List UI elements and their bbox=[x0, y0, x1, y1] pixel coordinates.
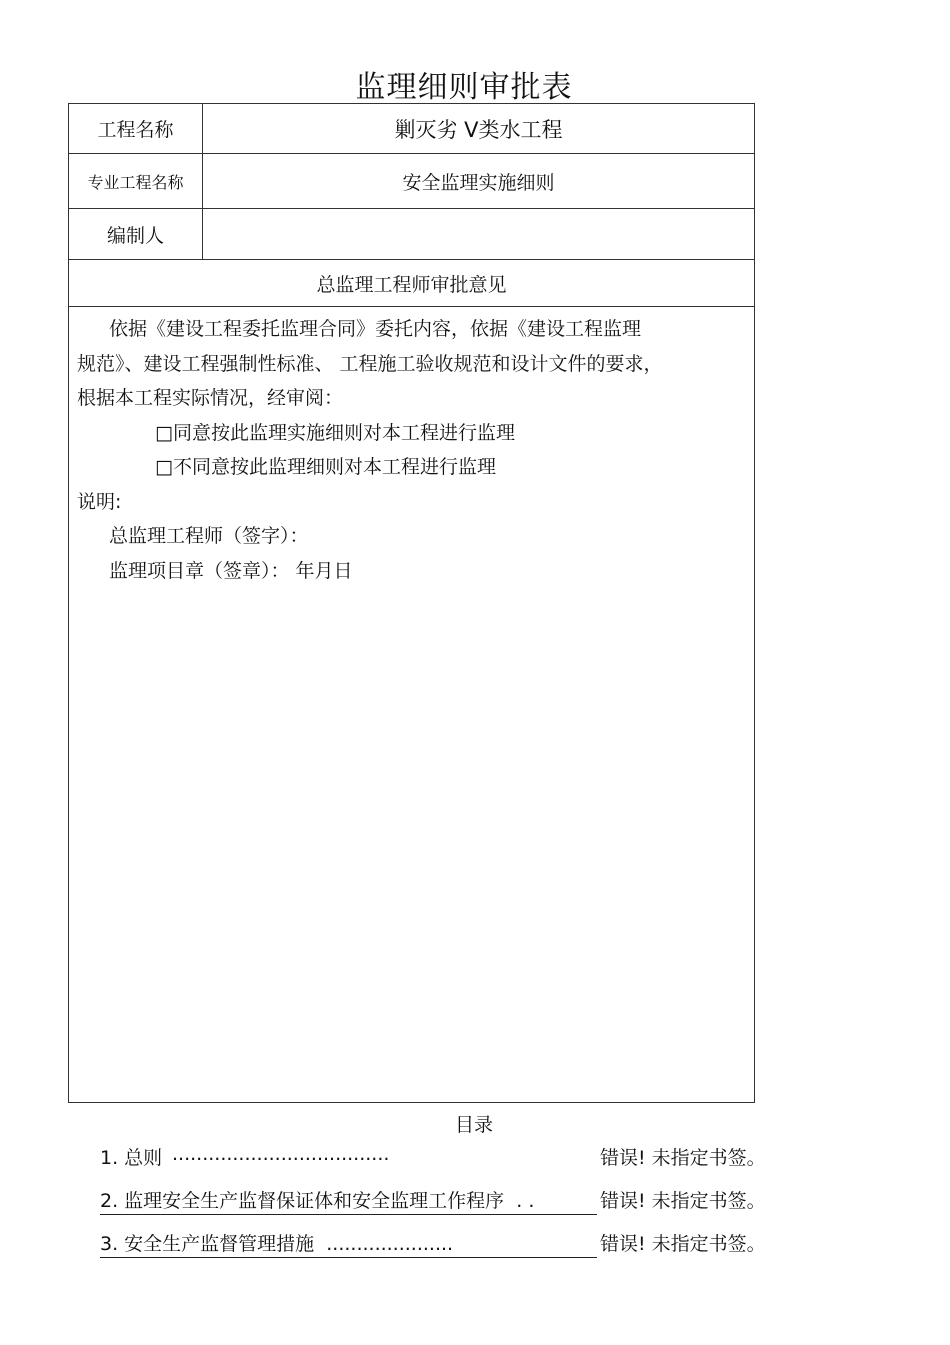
toc-item-3[interactable] bbox=[100, 1229, 790, 1259]
project-name-value: 剿灭劣 Ⅴ类水工程 bbox=[203, 104, 755, 154]
toc-title: 目录 bbox=[454, 1114, 493, 1136]
seal-date-line: 监理项目章（签章）： 年月日 bbox=[109, 559, 353, 582]
opinion-line-3: 根据本工程实际情况，经审阅： bbox=[77, 387, 344, 409]
project-name-label: 工程名称 bbox=[69, 104, 203, 154]
toc-item-label[interactable] bbox=[100, 1186, 597, 1215]
opinion-line-1: 依据《建设工程委托监理合同》委托内容，依据《建设工程监理 bbox=[109, 318, 642, 340]
agree-checkbox-option[interactable]: □同意按此监理实施细则对本工程进行监理 bbox=[155, 421, 515, 444]
toc-item-label[interactable]: 1. 总则 bbox=[100, 1147, 163, 1169]
toc-item-dots: . . bbox=[504, 1190, 535, 1212]
toc-item-label[interactable] bbox=[100, 1229, 597, 1258]
toc-item-error: 错误! 未指定书签。 bbox=[600, 1147, 766, 1169]
toc-item-label-text: 3. 安全生产监督管理措施 bbox=[100, 1233, 315, 1255]
toc-item-dots: .................................... bbox=[172, 1143, 390, 1165]
author-row bbox=[69, 209, 755, 260]
author-value[interactable] bbox=[203, 209, 755, 260]
opinion-heading: 总监理工程师审批意见 bbox=[69, 260, 755, 307]
toc-item-dots: ..................... bbox=[314, 1233, 454, 1255]
toc-item-2[interactable] bbox=[100, 1186, 790, 1216]
toc-item-error: 错误! 未指定书签。 bbox=[600, 1190, 766, 1212]
disagree-checkbox-option[interactable]: □不同意按此监理细则对本工程进行监理 bbox=[155, 456, 496, 478]
toc-item-error: 错误! 未指定书签。 bbox=[600, 1233, 766, 1255]
opinion-body bbox=[69, 307, 755, 1103]
specialty-value: 安全监理实施细则 bbox=[203, 154, 755, 209]
chief-signature-line: 总监理工程师（签字）： bbox=[109, 525, 309, 547]
author-label: 编制人 bbox=[69, 209, 203, 260]
project-name-row bbox=[69, 104, 755, 154]
specialty-row bbox=[69, 154, 755, 209]
document-title: 监理细则审批表 bbox=[355, 70, 573, 105]
note-label: 说明: bbox=[77, 490, 122, 513]
specialty-label: 专业工程名称 bbox=[69, 154, 203, 209]
approval-form-table bbox=[68, 103, 755, 1103]
toc-item-label-text: 2. 监理安全生产监督保证体和安全监理工作程序 bbox=[100, 1190, 505, 1212]
opinion-heading-row bbox=[69, 260, 755, 307]
toc-item-1[interactable] bbox=[100, 1143, 790, 1173]
opinion-line-2: 规范》、建设工程强制性标准、 工程施工验收规范和设计文件的要求， bbox=[77, 352, 663, 375]
opinion-body-row bbox=[69, 307, 755, 1103]
